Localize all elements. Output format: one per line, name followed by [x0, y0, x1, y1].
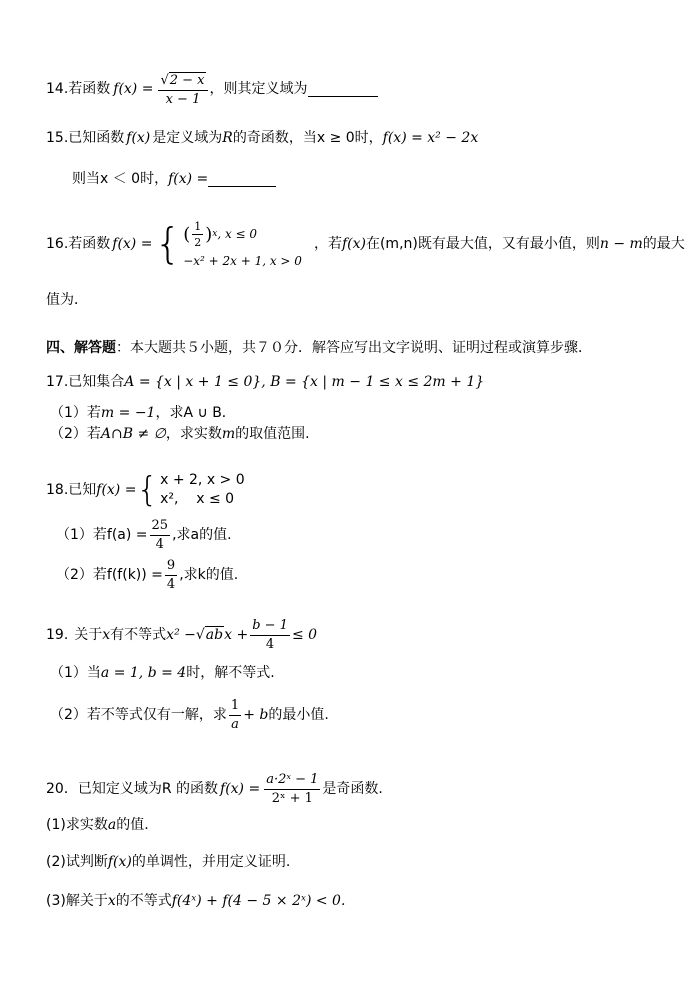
q16-fx2: f(x) — [341, 235, 366, 252]
question-17-part2 — [50, 426, 310, 443]
q20-p3-expr: f(4ˣ) + f(4 − 5 × 2ˣ) < 0. — [171, 893, 346, 909]
q18-p2-num: 9 — [165, 558, 177, 576]
q18-case2: x², x ≤ 0 — [160, 491, 235, 508]
q20-text: 已知定义域为R 的函数 — [77, 780, 219, 797]
q20-p1-pre: (1)求实数 — [46, 817, 108, 833]
question-20-part1 — [46, 817, 149, 834]
q19-p1-post: 时，解不等式. — [186, 665, 275, 681]
q14-number: 14. — [46, 81, 69, 98]
q17-p2-post: ，求实数 — [165, 426, 222, 442]
q18-p1-num: 25 — [150, 518, 171, 536]
section-4-title: 四、解答题 — [46, 340, 116, 356]
q14-fraction: √ 2 − x x − 1 — [158, 72, 207, 107]
q20-p3-x: x — [107, 893, 116, 909]
q15-cond: x ≥ 0 — [316, 130, 355, 146]
q20-number: 20． — [46, 780, 78, 797]
q20-p1-a: a — [107, 817, 117, 833]
q18-p1-post: ,求a的值. — [172, 526, 232, 543]
q15-mid3: 时， — [354, 130, 383, 146]
q19-expr1: x² − — [166, 626, 196, 643]
q17-p2-tail: 的取值范围. — [235, 426, 310, 442]
section-4-header — [46, 340, 592, 357]
question-20-part2 — [46, 854, 290, 871]
q20-fx: f(x) = — [220, 780, 261, 797]
q20-p2-pre: (2)试判断 — [46, 854, 108, 870]
q19-sqrt: √ ab — [195, 627, 224, 644]
question-18 — [46, 472, 245, 508]
q14-answer-blank — [308, 82, 378, 97]
q19-p2-pre: （2）若不等式仅有一解，求 — [50, 706, 227, 723]
q16-number: 16. — [46, 235, 69, 252]
question-16 — [46, 220, 685, 268]
q19-frac-den: 4 — [265, 636, 275, 652]
q17-p1: （1）若 — [50, 405, 101, 421]
q16-fx: f(x) = — [112, 235, 153, 252]
question-20-part3 — [46, 893, 345, 910]
q15-line2-pre: 则当x ＜ 0时， — [72, 171, 169, 187]
q19-expr2: x + — [224, 626, 249, 643]
q17-p1-expr: m = −1 — [100, 405, 156, 421]
q20-p3-pre: (3)解关于 — [46, 893, 108, 909]
q19-p1-expr: a = 1, b = 4 — [100, 665, 187, 681]
q15-line2-fx: f(x) = — [168, 171, 209, 187]
q19-sqrt-content: ab — [205, 627, 224, 644]
question-20 — [46, 772, 383, 806]
q16-case1-num: 1 — [192, 220, 203, 235]
question-17 — [46, 374, 484, 391]
q20-frac-num: a·2ˣ − 1 — [264, 772, 320, 790]
q16-case2: −x² + 2x + 1, x > 0 — [183, 253, 302, 268]
q18-case1: x + 2, x > 0 — [160, 472, 245, 488]
q18-number: 18. — [46, 481, 69, 498]
q18-fx: f(x) = — [96, 481, 137, 498]
section-4-desc: ：本大题共５小题，共７０分．解答应写出文字说明、证明过程或演算步骤． — [116, 340, 592, 356]
q18-p2-pre: （2）若f(f(k)) = — [56, 566, 163, 583]
q14-pre: 若函数 — [68, 81, 111, 98]
q16-case1-cond: , x ≤ 0 — [217, 227, 258, 242]
question-19-part1 — [50, 665, 275, 682]
q19-p2-den: a — [231, 716, 239, 732]
q16-line2: 值为． — [46, 292, 88, 308]
q20-post: 是奇函数. — [322, 780, 383, 797]
q17-text: 已知集合 — [68, 374, 125, 390]
q19-p1-pre: （1）当 — [50, 665, 101, 681]
q19-p2-post: 的最小值. — [268, 706, 329, 723]
q19-text: 关于 — [74, 626, 103, 643]
q20-p2-post: 的单调性，并用定义证明. — [131, 854, 291, 870]
q19-p2-expr: + b — [243, 706, 269, 723]
q18-text: 已知 — [68, 481, 97, 498]
q19-x: x — [102, 626, 111, 643]
q16-pre: 若函数 — [68, 235, 111, 252]
q15-answer-blank — [208, 172, 276, 187]
q14-frac-num: 2 − x — [169, 73, 205, 88]
q14-fx: f(x) = — [113, 81, 154, 98]
q19-expr3: ≤ 0 — [291, 626, 318, 643]
q20-p3-mid: 的不等式 — [115, 893, 172, 909]
question-19 — [46, 618, 317, 652]
q19-mid: 有不等式 — [110, 626, 167, 643]
q20-frac-den: 2ˣ + 1 — [271, 790, 313, 806]
q18-p2-post: ,求k的值. — [179, 566, 239, 583]
q17-p1-post: ，求A ∪ B． — [155, 405, 236, 421]
question-18-part1 — [56, 518, 232, 552]
q17-p2-expr: A∩B ≠ ∅ — [100, 426, 166, 442]
q17-number: 17. — [46, 374, 69, 390]
q15-fx: f(x) — [126, 130, 151, 146]
q15-number: 15. — [46, 130, 69, 146]
question-14 — [46, 72, 378, 107]
q16-case1-den: 2 — [194, 236, 202, 250]
q19-p2-num: 1 — [229, 698, 241, 716]
q17-p2-m: m — [221, 426, 236, 442]
q18-brace: { — [136, 470, 159, 510]
q14-frac-den: x − 1 — [165, 91, 201, 107]
q16-brace: { — [154, 219, 182, 268]
q15-pre: 已知函数 — [68, 130, 125, 146]
q16-post: ，若 — [313, 235, 342, 252]
q16-cases: ( $\frac{1}{2}$ ) x , x ≤ 0 −x² + 2x + 1, x > 0 — [183, 220, 302, 268]
q16-tail: 的最大 — [642, 235, 685, 252]
question-15-line2 — [72, 171, 276, 188]
q20-p2-fx: f(x) — [107, 854, 132, 870]
question-19-part2 — [50, 698, 329, 732]
q15-R: R — [222, 130, 233, 146]
q16-case1-exp: x — [212, 229, 218, 240]
question-15 — [46, 130, 478, 147]
q17-p2: （2）若 — [50, 426, 101, 442]
q18-p2-den: 4 — [166, 576, 176, 592]
q16-nm: n − m — [599, 235, 643, 252]
q18-cases — [160, 472, 245, 508]
q14-post: ，则其定义域为 — [209, 81, 308, 98]
q17-expr: A = {x | x + 1 ≤ 0}, B = {x | m − 1 ≤ x ≤ 2m + 1} — [124, 374, 485, 390]
question-16-line2 — [46, 292, 88, 309]
q16-mid: 在(m,n)既有最大值，又有最小值，则 — [365, 235, 600, 252]
q15-expr: f(x) = x² − 2x — [382, 130, 479, 146]
question-18-part2 — [56, 558, 238, 592]
q20-p1-post: 的值. — [116, 817, 149, 833]
q15-mid1: 是定义域为 — [152, 130, 223, 146]
q19-frac-num: b − 1 — [250, 618, 290, 636]
q18-p1-den: 4 — [155, 536, 164, 552]
q18-p1-pre: （1）若f(a) = — [56, 526, 148, 543]
question-17-part1 — [50, 405, 236, 422]
q15-mid2: 的奇函数，当 — [232, 130, 317, 146]
q19-number: 19. — [46, 626, 69, 643]
